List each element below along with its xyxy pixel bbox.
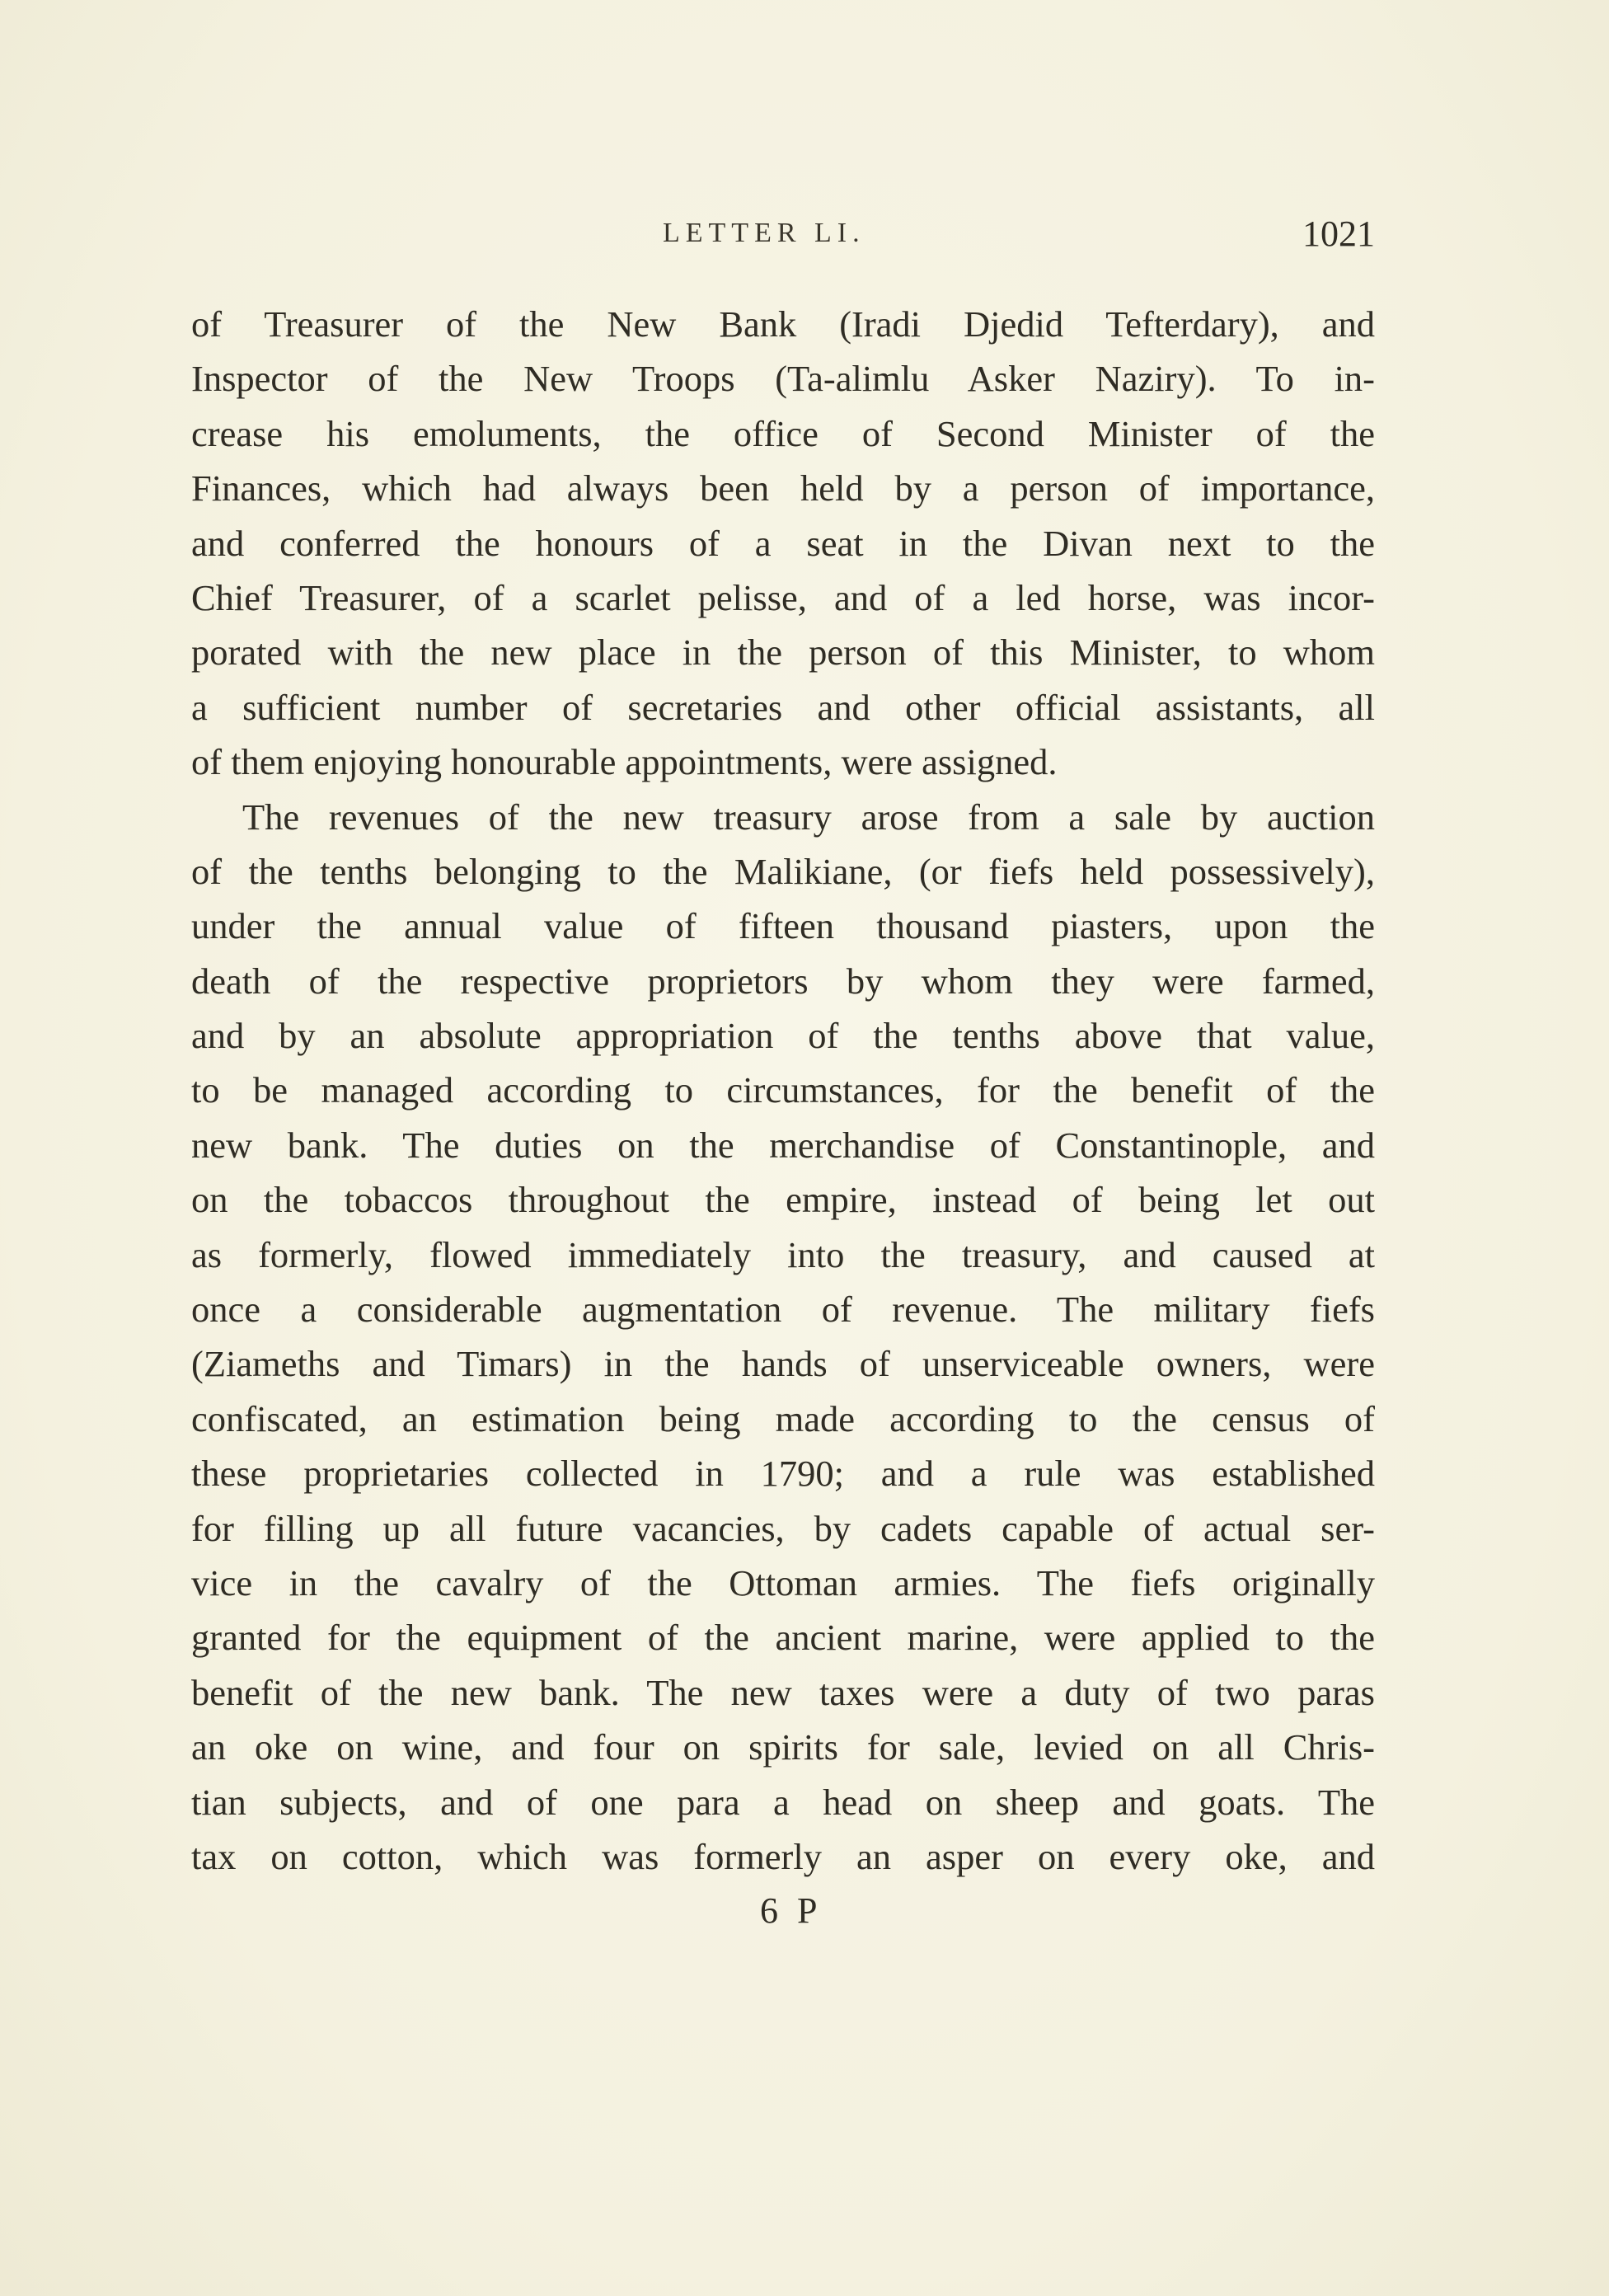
text-line: under the annual value of fifteen thousand piasters, upon the xyxy=(191,905,1375,947)
text-line: Chief Treasurer, of a scarlet pelisse, and of a led horse, was incor- xyxy=(191,576,1375,618)
text-line: benefit of the new bank. The new taxes were a duty of two paras xyxy=(191,1671,1375,1713)
running-head: LETTER LI. xyxy=(663,218,865,248)
text-line: as formerly, flowed immediately into the treasury, and caused at xyxy=(191,1233,1375,1275)
text-line: vice in the cavalry of the Ottoman armies. The fiefs originally xyxy=(191,1561,1375,1603)
text-line: (Ziameths and Timars) in the hands of unserviceable owners, were xyxy=(191,1343,1375,1385)
text-line: to be managed according to circumstances, for the benefit of the xyxy=(191,1069,1375,1111)
signature-mark: 6 P xyxy=(760,1890,823,1931)
text-line: and conferred the honours of a seat in the Divan next to the xyxy=(191,522,1375,564)
text-line: confiscated, an estimation being made according to the census of xyxy=(191,1397,1375,1439)
text-line: Finances, which had always been held by a person of importance, xyxy=(191,467,1375,509)
text-line: of Treasurer of the New Bank (Iradi Djedid Tefterdary), and xyxy=(191,303,1375,345)
body-text xyxy=(191,297,1375,1884)
text-line: new bank. The duties on the merchandise of Constantinople, and xyxy=(191,1124,1375,1166)
page-header xyxy=(191,213,1375,262)
text-line: tax on cotton, which was formerly an asper on every oke, and xyxy=(191,1835,1375,1877)
text-line: a sufficient number of secretaries and other official assistants, all xyxy=(191,686,1375,728)
text-line: once a considerable augmentation of revenue. The military fiefs xyxy=(191,1289,1375,1331)
text-line: tian subjects, and of one para a head on sheep and goats. The xyxy=(191,1781,1375,1823)
text-line: of them enjoying honourable appointments, were assigned. xyxy=(191,741,1058,783)
text-line: The revenues of the new treasury arose from a sale by auction xyxy=(242,796,1375,838)
text-line: these proprietaries collected in 1790; and a rule was established xyxy=(191,1453,1375,1495)
text-line: crease his emoluments, the office of Second Minister of the xyxy=(191,412,1375,454)
text-line: Inspector of the New Troops (Ta-alimlu Asker Naziry). To in- xyxy=(191,358,1375,400)
text-line: for filling up all future vacancies, by cadets capable of actual ser- xyxy=(191,1507,1375,1549)
text-line: of the tenths belonging to the Malikiane, (or fiefs held possessively), xyxy=(191,850,1375,892)
text-line: porated with the new place in the person of this Minister, to whom xyxy=(191,632,1375,674)
text-line: and by an absolute appropriation of the tenths above that value, xyxy=(191,1015,1375,1057)
text-line: death of the respective proprietors by whom they were farmed, xyxy=(191,960,1375,1002)
page-number: 1021 xyxy=(1302,214,1375,254)
text-line: granted for the equipment of the ancient marine, were applied to the xyxy=(191,1617,1375,1659)
text-line: an oke on wine, and four on spirits for sale, levied on all Chris- xyxy=(191,1726,1375,1768)
text-line: on the tobaccos throughout the empire, instead of being let out xyxy=(191,1179,1375,1221)
